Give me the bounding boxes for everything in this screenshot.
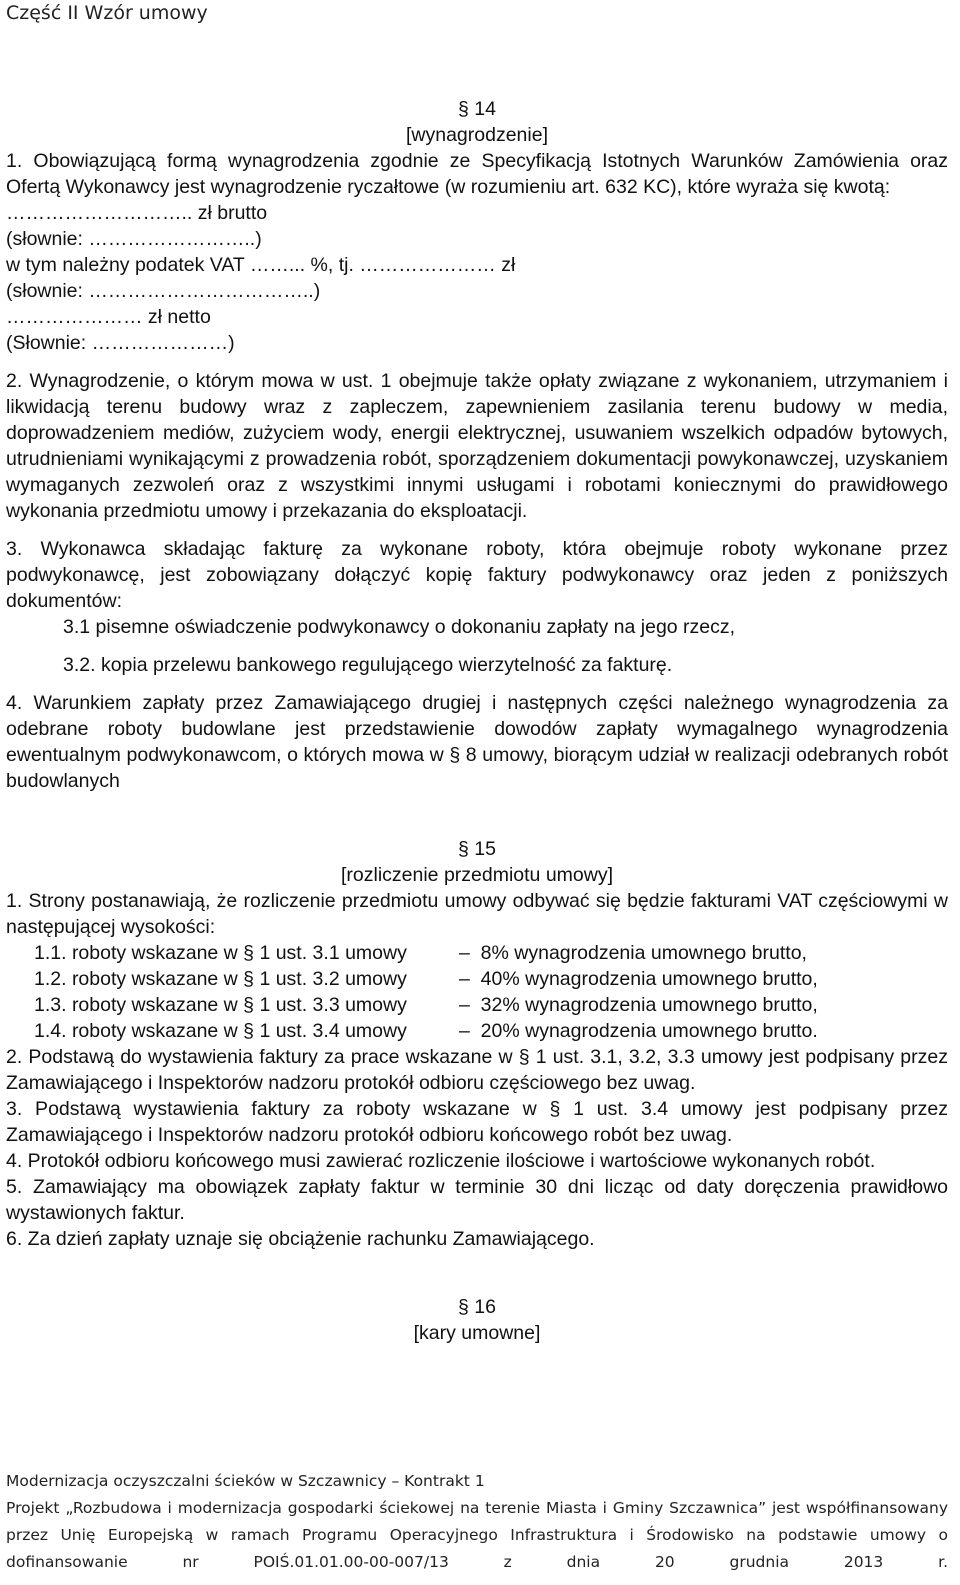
section-number: § 15 (458, 838, 496, 860)
document-footer (6, 1468, 948, 1576)
section-title: [rozliczenie przedmiotu umowy] (340, 864, 614, 886)
sub-item: 3.1 pisemne oświadczenie podwykonawcy o dokonaniu zapłaty na jego rzecz, (63, 616, 736, 638)
paragraph: 3. Podstawą wystawienia faktury za roboty wskazane w § 1 ust. 3.4 umowy jest podpisany przez Zamawiającego i Inspektorów nadzoru protokół odbioru końcowego robót bez uwag. (6, 1098, 948, 1146)
paragraph: 1. Strony postanawiają, że rozliczenie przedmiotu umowy odbywać się będzie fakturami VAT częściowymi w następującej wysokości: (6, 890, 948, 938)
list-item-value: – 40% wynagrodzenia umownego brutto, (459, 968, 818, 990)
list-item-value: – 8% wynagrodzenia umownego brutto, (459, 942, 807, 964)
list-item-label: 1.4. roboty wskazane w § 1 ust. 3.4 umowy (34, 1020, 407, 1042)
amount-line: (słownie: ……………………………..) (6, 280, 321, 302)
list-item-label: 1.1. roboty wskazane w § 1 ust. 3.1 umowy (34, 942, 407, 964)
footer-line: Modernizacja oczyszczalni ścieków w Szczawnicy – Kontrakt 1 (6, 1472, 485, 1490)
amount-line: ……………………….. zł brutto (6, 202, 268, 224)
amount-line: ………………… zł netto (6, 306, 211, 328)
paragraph: 5. Zamawiający ma obowiązek zapłaty faktur w terminie 30 dni licząc od daty doręczenia prawidłowo wystawionych faktur. (6, 1176, 948, 1224)
paragraph: 4. Warunkiem zapłaty przez Zamawiającego drugiej i następnych części należnego wynagrodzenia za odebrane roboty budowlane jest przedstawienie dowodów zapłaty wymagalnego wynagrodzenia ewentualnym podwykonawcom, o których mowa w § 8 umowy, biorącym udział w realizacji odebranych robót budowlanych (6, 692, 948, 792)
document-body (6, 96, 948, 1346)
footer-project-note: Projekt „Rozbudowa i modernizacja gospodarki ściekowej na terenie Miasta i Gminy Szczawnica” jest współfinansowany przez Unię Europejską w ramach Programu Operacyjnego Infrastruktura i Środowisko na podstawie umowy o dofinansowanie nr POIŚ.01.01.00-00-007/13 z dnia 20 grudnia 2013 r. (6, 1499, 948, 1571)
list-item (34, 940, 948, 966)
list-item (34, 992, 948, 1018)
document-header: Część II Wzór umowy (6, 2, 208, 24)
list-item (34, 966, 948, 992)
section-title: [wynagrodzenie] (405, 124, 548, 146)
list-item-value: – 20% wynagrodzenia umownego brutto. (459, 1020, 818, 1042)
section-number: § 16 (458, 1296, 496, 1318)
list-item-value: – 32% wynagrodzenia umownego brutto, (459, 994, 818, 1016)
amount-line: w tym należny podatek VAT ……... %, tj. ………………… zł (6, 254, 516, 276)
paragraph: 2. Wynagrodzenie, o którym mowa w ust. 1 obejmuje także opłaty związane z wykonaniem, utrzymaniem i likwidacją terenu budowy wraz z zapleczem, zapewnieniem zasilania terenu budowy w media, doprowadzeniem mediów, zużyciem wody, energii elektrycznej, usuwaniem wszelkich odpadów bytowych, utrudnieniami wynikającymi z prowadzenia robót, sporządzeniem dokumentacji powykonawczej, uzyskaniem wymaganych zezwoleń oraz z wszystkimi innymi usługami i robotami koniecznymi do prawidłowego wykonania przedmiotu umowy i przekazania do eksploatacji. (6, 370, 948, 522)
list-item-label: 1.2. roboty wskazane w § 1 ust. 3.2 umowy (34, 968, 407, 990)
paragraph: 1. Obowiązującą formą wynagrodzenia zgodnie ze Specyfikacją Istotnych Warunków Zamówienia oraz Ofertą Wykonawcy jest wynagrodzenie ryczałtowe (w rozumieniu art. 632 KC), które wyraża się kwotą: (6, 150, 948, 198)
paragraph: 3. Wykonawca składając fakturę za wykonane roboty, która obejmuje roboty wykonane przez podwykonawcę, jest zobowiązany dołączyć kopię faktury podwykonawcy oraz jeden z poniższych dokumentów: (6, 538, 948, 612)
paragraph: 2. Podstawą do wystawienia faktury za prace wskazane w § 1 ust. 3.1, 3.2, 3.3 umowy jest podpisany przez Zamawiającego i Inspektorów nadzoru protokół odbioru częściowego bez uwag. (6, 1046, 948, 1094)
paragraph: 6. Za dzień zapłaty uznaje się obciążenie rachunku Zamawiającego. (6, 1228, 595, 1250)
section-number: § 14 (458, 98, 496, 120)
amount-line: (Słownie: …………………) (6, 332, 235, 354)
section-title: [kary umowne] (413, 1322, 541, 1344)
sub-item: 3.2. kopia przelewu bankowego regulującego wierzytelność za fakturę. (63, 654, 673, 676)
amount-line: (słownie: ……………………..) (6, 228, 262, 250)
percentage-list (6, 940, 948, 1044)
list-item-label: 1.3. roboty wskazane w § 1 ust. 3.3 umowy (34, 994, 407, 1016)
list-item (34, 1018, 948, 1044)
paragraph: 4. Protokół odbioru końcowego musi zawierać rozliczenie ilościowe i wartościowe wykonanych robót. (6, 1150, 876, 1172)
